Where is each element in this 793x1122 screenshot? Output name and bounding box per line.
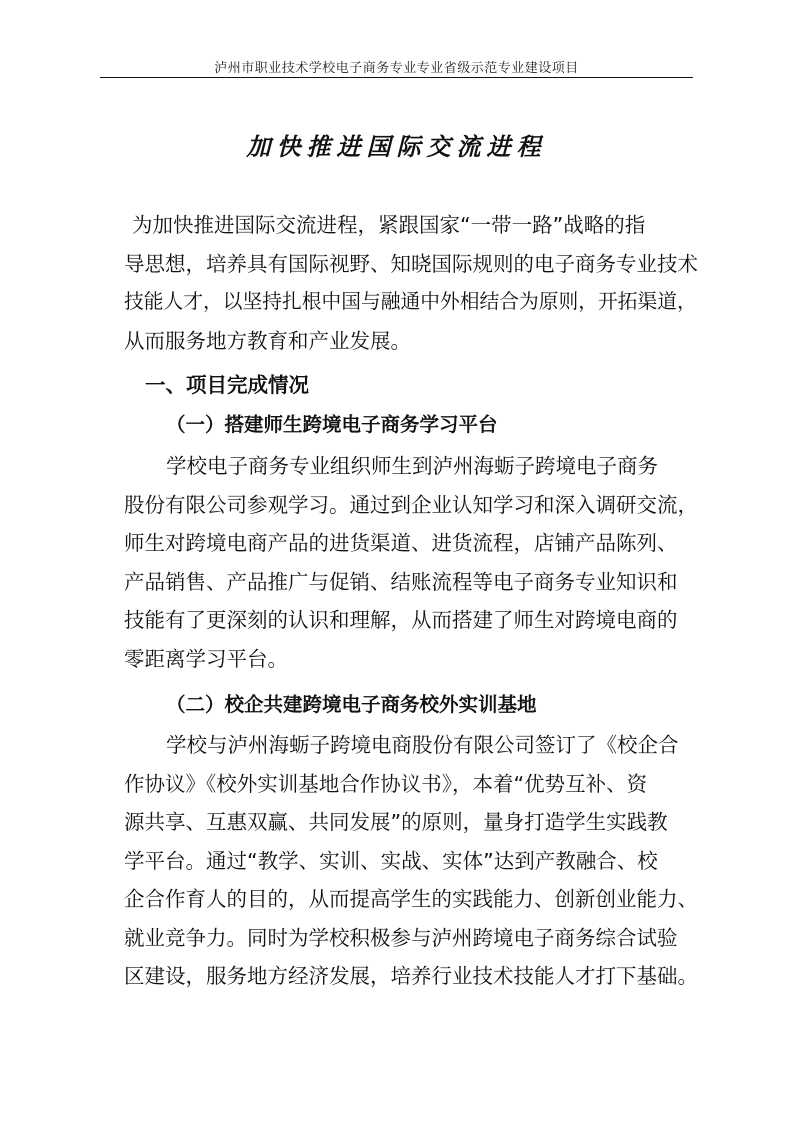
paragraph-line: 零距离学习平台。 [124,646,288,671]
subsection-heading: （一）搭建师生跨境电子商务学习平台 [166,413,498,436]
paragraph-line: 产品销售、产品推广与促销、结账流程等电子商务专业知识和 [124,569,678,594]
subsection-2-paragraph [124,726,699,996]
page-header: 泸州市职业技术学校电子商务专业专业省级示范专业建设项目 [214,61,579,76]
paragraph-line: 学校电子商务专业组织师生到泸州海蛎子跨境电子商务 [166,454,658,478]
paragraph-line: 股份有限公司参观学习。通过到企业认知学习和深入调研交流， [124,492,698,517]
header-rule [100,77,693,78]
subsection-1-paragraph [124,447,699,678]
document-title: 加快推进国际交流进程 [246,133,547,161]
paragraph-line: 就业竞争力。同时为学校积极参与泸州跨境电子商务综合试验 [124,925,678,950]
intro-paragraph [124,206,699,360]
paragraph-line: 学校与泸州海蛎子跨境电商股份有限公司签订了《校企合 [166,733,679,757]
intro-line: 技能人才，以坚持扎根中国与融通中外相结合为原则，开拓渠道， [124,290,697,313]
subsection-heading: （二）校企共建跨境电子商务校外实训基地 [166,693,537,716]
intro-line: 为加快推进国际交流进程，紧跟国家“一带一路”战略的指 [132,213,646,237]
paragraph-line: 学平台。通过“教学、实训、实战、实体”达到产教融合、校 [124,848,658,873]
section-heading: 一、项目完成情况 [145,373,309,397]
paragraph-line: 作协议》《校外实训基地合作协议书》，本着“优势互补、资 [124,771,648,796]
paragraph-line: 源共享、互惠双赢、共同发展”的原则，量身打造学生实践教 [124,810,668,834]
paragraph-line: 企合作育人的目的，从而提高学生的实践能力、创新创业能力、 [124,887,698,911]
paragraph-line: 区建设，服务地方经济发展，培养行业技术技能人才打下基础。 [124,964,698,988]
paragraph-line: 师生对跨境电商产品的进货渠道、进货流程，店铺产品陈列、 [124,531,678,555]
intro-line: 从而服务地方教育和产业发展。 [124,328,411,353]
intro-line: 导思想，培养具有国际视野、知晓国际规则的电子商务专业技术 [124,251,698,276]
paragraph-line: 技能有了更深刻的认识和理解，从而搭建了师生对跨境电商的 [124,608,678,632]
